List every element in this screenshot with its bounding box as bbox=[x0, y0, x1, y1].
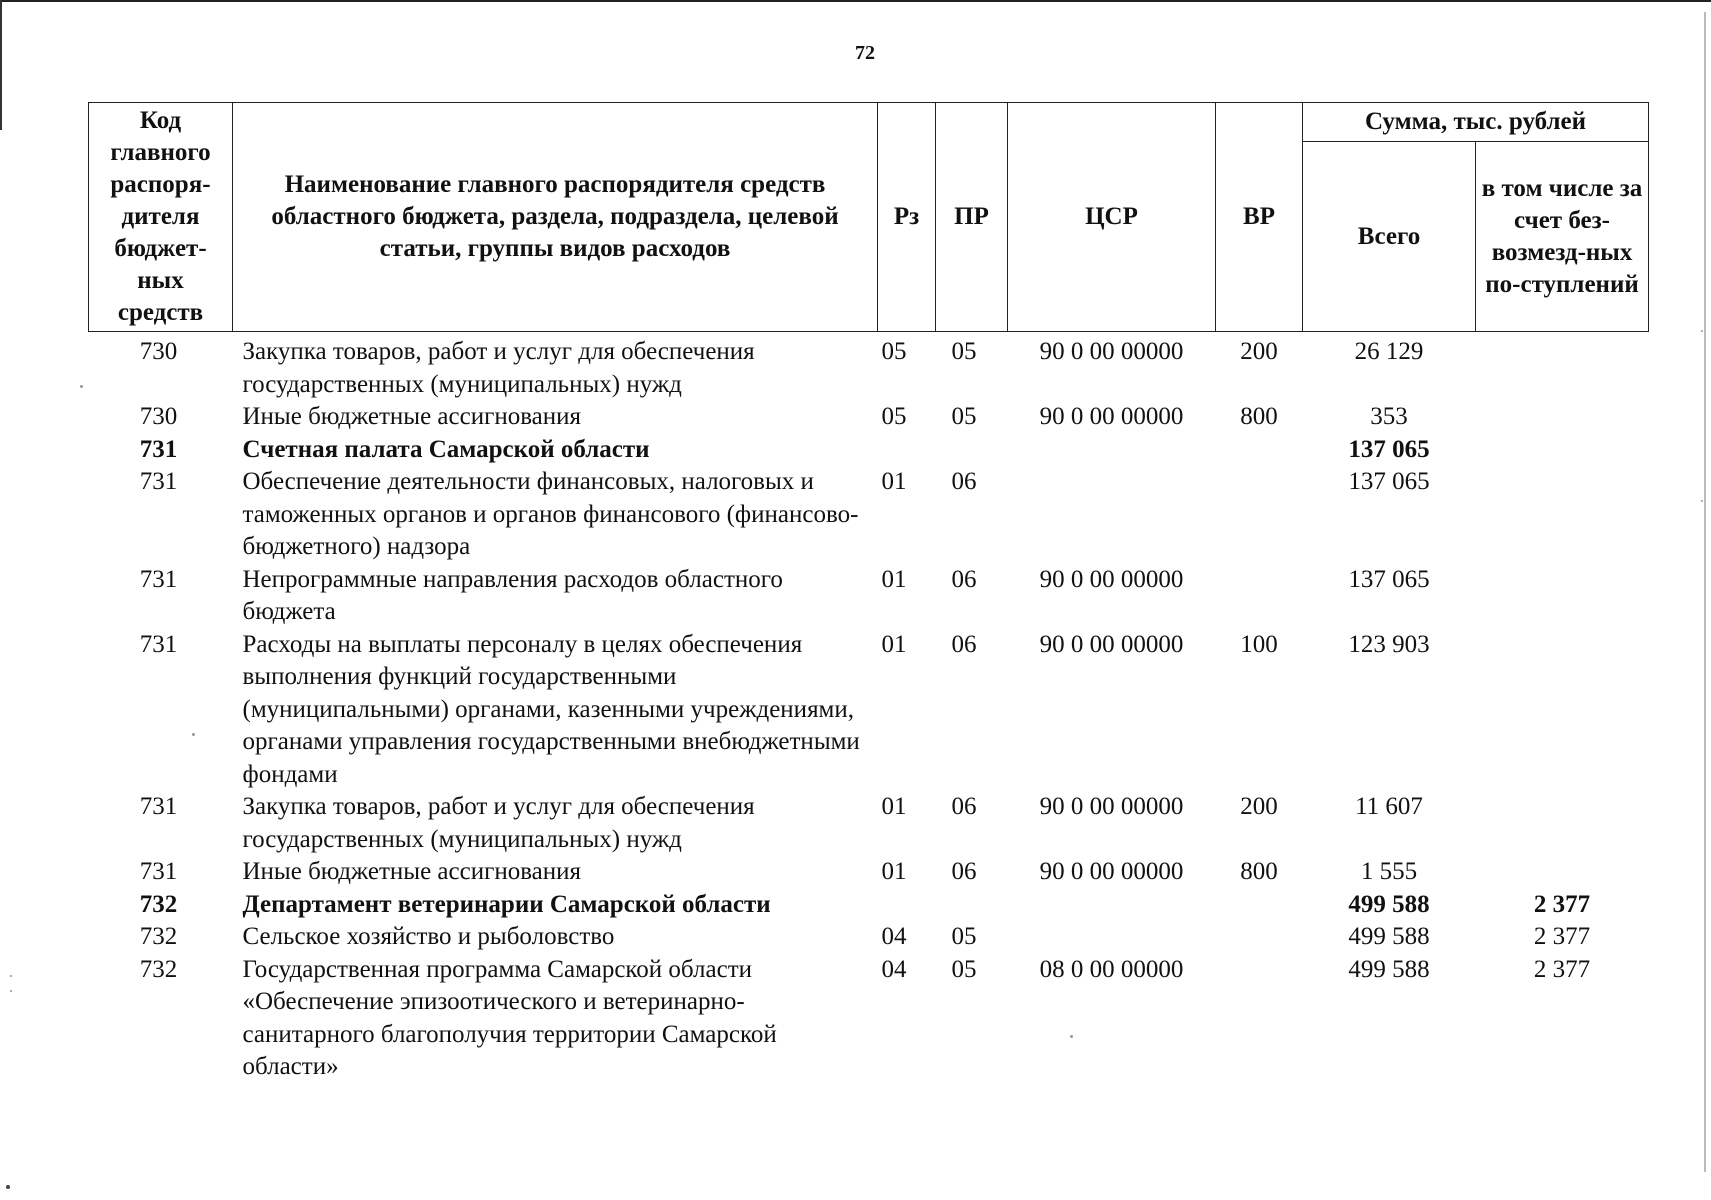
cell-code: 732 bbox=[139, 923, 178, 950]
cell-vr bbox=[1216, 434, 1303, 467]
header-sum: Сумма, тыс. рублей bbox=[1303, 103, 1649, 142]
cell-rz: 01 bbox=[881, 565, 907, 593]
budget-table bbox=[88, 102, 1649, 1084]
cell-name: Счетная палата Самарской области bbox=[242, 435, 650, 463]
cell-vr: 100 bbox=[1240, 630, 1278, 658]
cell-name: Департамент ветеринарии Самарской области bbox=[242, 890, 771, 918]
scan-edge-right bbox=[1704, 12, 1706, 1172]
cell-rz: 01 bbox=[881, 793, 907, 820]
cell-total: 353 bbox=[1370, 403, 1408, 430]
cell-csr: 90 0 00 00000 bbox=[1039, 403, 1184, 430]
table-row bbox=[89, 791, 1649, 856]
cell-rz bbox=[878, 434, 936, 467]
cell-vr bbox=[1216, 921, 1303, 954]
table-body bbox=[89, 332, 1649, 1084]
header-pr: ПР bbox=[936, 103, 1008, 332]
cell-free bbox=[1476, 564, 1649, 629]
cell-csr bbox=[1008, 466, 1216, 564]
cell-name: Иные бюджетные ассигнования bbox=[242, 858, 582, 885]
cell-name: Иные бюджетные ассигнования bbox=[242, 403, 582, 430]
cell-code: 730 bbox=[139, 403, 178, 430]
cell-code: 731 bbox=[139, 435, 178, 463]
cell-rz: 01 bbox=[881, 630, 907, 658]
cell-csr bbox=[1008, 889, 1216, 922]
cell-csr: 90 0 00 00000 bbox=[1039, 338, 1184, 365]
table-row bbox=[89, 564, 1649, 629]
cell-csr bbox=[1008, 921, 1216, 954]
cell-rz: 04 bbox=[881, 955, 907, 983]
cell-csr: 90 0 00 00000 bbox=[1039, 565, 1184, 593]
cell-pr: 05 bbox=[951, 923, 977, 950]
cell-total: 26 129 bbox=[1354, 338, 1424, 365]
cell-free bbox=[1476, 856, 1649, 889]
cell-total: 1 555 bbox=[1360, 858, 1418, 885]
cell-rz: 01 bbox=[881, 468, 907, 495]
cell-name: Обеспечение деятельности финансовых, налоговых и таможенных органов и органов финансового (финансово-бюджетного) надзора bbox=[242, 468, 859, 560]
cell-pr: 05 bbox=[951, 403, 977, 430]
cell-free: 2 377 bbox=[1533, 923, 1591, 950]
header-free: в том числе за счет без-возмезд-ных по-ступлений bbox=[1476, 142, 1649, 332]
cell-csr: 90 0 00 00000 bbox=[1039, 858, 1184, 885]
cell-vr: 200 bbox=[1240, 338, 1278, 365]
cell-free bbox=[1476, 791, 1649, 856]
cell-rz: 01 bbox=[881, 858, 907, 885]
cell-code: 732 bbox=[139, 890, 178, 918]
cell-code: 731 bbox=[139, 858, 178, 885]
table-row bbox=[89, 889, 1649, 922]
cell-pr: 06 bbox=[951, 565, 977, 593]
table-row bbox=[89, 856, 1649, 889]
cell-rz: 04 bbox=[881, 923, 907, 950]
cell-vr bbox=[1216, 564, 1303, 629]
header-name: Наименование главного распорядителя средств областного бюджета, раздела, подраздела, целевой статьи, группы видов расходов bbox=[233, 103, 878, 332]
table-row bbox=[89, 954, 1649, 1084]
cell-vr: 200 bbox=[1240, 793, 1278, 820]
cell-pr: 05 bbox=[951, 338, 977, 365]
table-row bbox=[89, 629, 1649, 792]
table-row bbox=[89, 434, 1649, 467]
cell-code: 730 bbox=[139, 338, 178, 365]
cell-vr: 800 bbox=[1240, 858, 1278, 885]
cell-pr: 06 bbox=[951, 793, 977, 820]
table-row bbox=[89, 466, 1649, 564]
cell-total: 499 588 bbox=[1348, 955, 1430, 983]
cell-rz: 05 bbox=[881, 403, 907, 430]
cell-total: 499 588 bbox=[1348, 890, 1430, 918]
table-row bbox=[89, 332, 1649, 402]
header-code: Код главного распоря-дителя бюджет-ных средств bbox=[89, 103, 233, 332]
cell-name: Расходы на выплаты персоналу в целях обеспечения выполнения функций государственными (муниципальными) органами, казенными учреждениями, органами управления государственными внебюджетными фондами bbox=[242, 630, 860, 788]
cell-csr bbox=[1008, 434, 1216, 467]
cell-total: 123 903 bbox=[1348, 630, 1430, 658]
cell-csr: 90 0 00 00000 bbox=[1039, 630, 1184, 658]
cell-vr bbox=[1216, 954, 1303, 1084]
cell-code: 731 bbox=[139, 630, 178, 658]
cell-vr bbox=[1216, 466, 1303, 564]
cell-pr bbox=[936, 889, 1008, 922]
scan-edge-top bbox=[0, 0, 1711, 10]
cell-total: 11 607 bbox=[1355, 793, 1423, 820]
header-rz: Рз bbox=[878, 103, 936, 332]
cell-pr: 06 bbox=[951, 858, 977, 885]
cell-free: 2 377 bbox=[1533, 955, 1591, 983]
cell-code: 731 bbox=[139, 468, 178, 495]
cell-name: Государственная программа Самарской области «Обеспечение эпизоотического и ветеринарно-санитарного благополучия территории Самарской области» bbox=[242, 955, 777, 1080]
table-row bbox=[89, 921, 1649, 954]
cell-free bbox=[1476, 434, 1649, 467]
cell-pr: 06 bbox=[951, 468, 977, 495]
cell-total: 137 065 bbox=[1348, 468, 1430, 495]
cell-name: Закупка товаров, работ и услуг для обеспечения государственных (муниципальных) нужд bbox=[242, 793, 755, 853]
scan-edge-left bbox=[0, 0, 2, 130]
cell-name: Непрограммные направления расходов областного бюджета bbox=[242, 565, 783, 625]
table-header bbox=[89, 103, 1649, 332]
cell-code: 731 bbox=[139, 565, 178, 593]
cell-total: 499 588 bbox=[1348, 923, 1430, 950]
cell-csr: 90 0 00 00000 bbox=[1039, 793, 1184, 820]
cell-total: 137 065 bbox=[1348, 435, 1430, 463]
cell-csr: 08 0 00 00000 bbox=[1039, 955, 1184, 983]
cell-free: 2 377 bbox=[1533, 890, 1591, 918]
cell-pr: 06 bbox=[951, 630, 977, 658]
cell-vr bbox=[1216, 889, 1303, 922]
cell-name: Закупка товаров, работ и услуг для обеспечения государственных (муниципальных) нужд bbox=[242, 338, 755, 398]
cell-pr bbox=[936, 434, 1008, 467]
header-csr: ЦСР bbox=[1008, 103, 1216, 332]
cell-code: 731 bbox=[139, 793, 178, 820]
cell-rz: 05 bbox=[881, 338, 907, 365]
cell-pr: 05 bbox=[951, 955, 977, 983]
cell-rz bbox=[878, 889, 936, 922]
page-number: 72 bbox=[855, 42, 875, 64]
cell-name: Сельское хозяйство и рыболовство bbox=[242, 923, 615, 950]
cell-free bbox=[1476, 629, 1649, 792]
cell-code: 732 bbox=[139, 955, 178, 983]
header-vr: ВР bbox=[1216, 103, 1303, 332]
cell-total: 137 065 bbox=[1348, 565, 1430, 593]
cell-free bbox=[1476, 401, 1649, 434]
table-row bbox=[89, 401, 1649, 434]
cell-free bbox=[1476, 466, 1649, 564]
cell-vr: 800 bbox=[1240, 403, 1278, 430]
cell-free bbox=[1476, 332, 1649, 402]
header-total: Всего bbox=[1303, 142, 1476, 332]
